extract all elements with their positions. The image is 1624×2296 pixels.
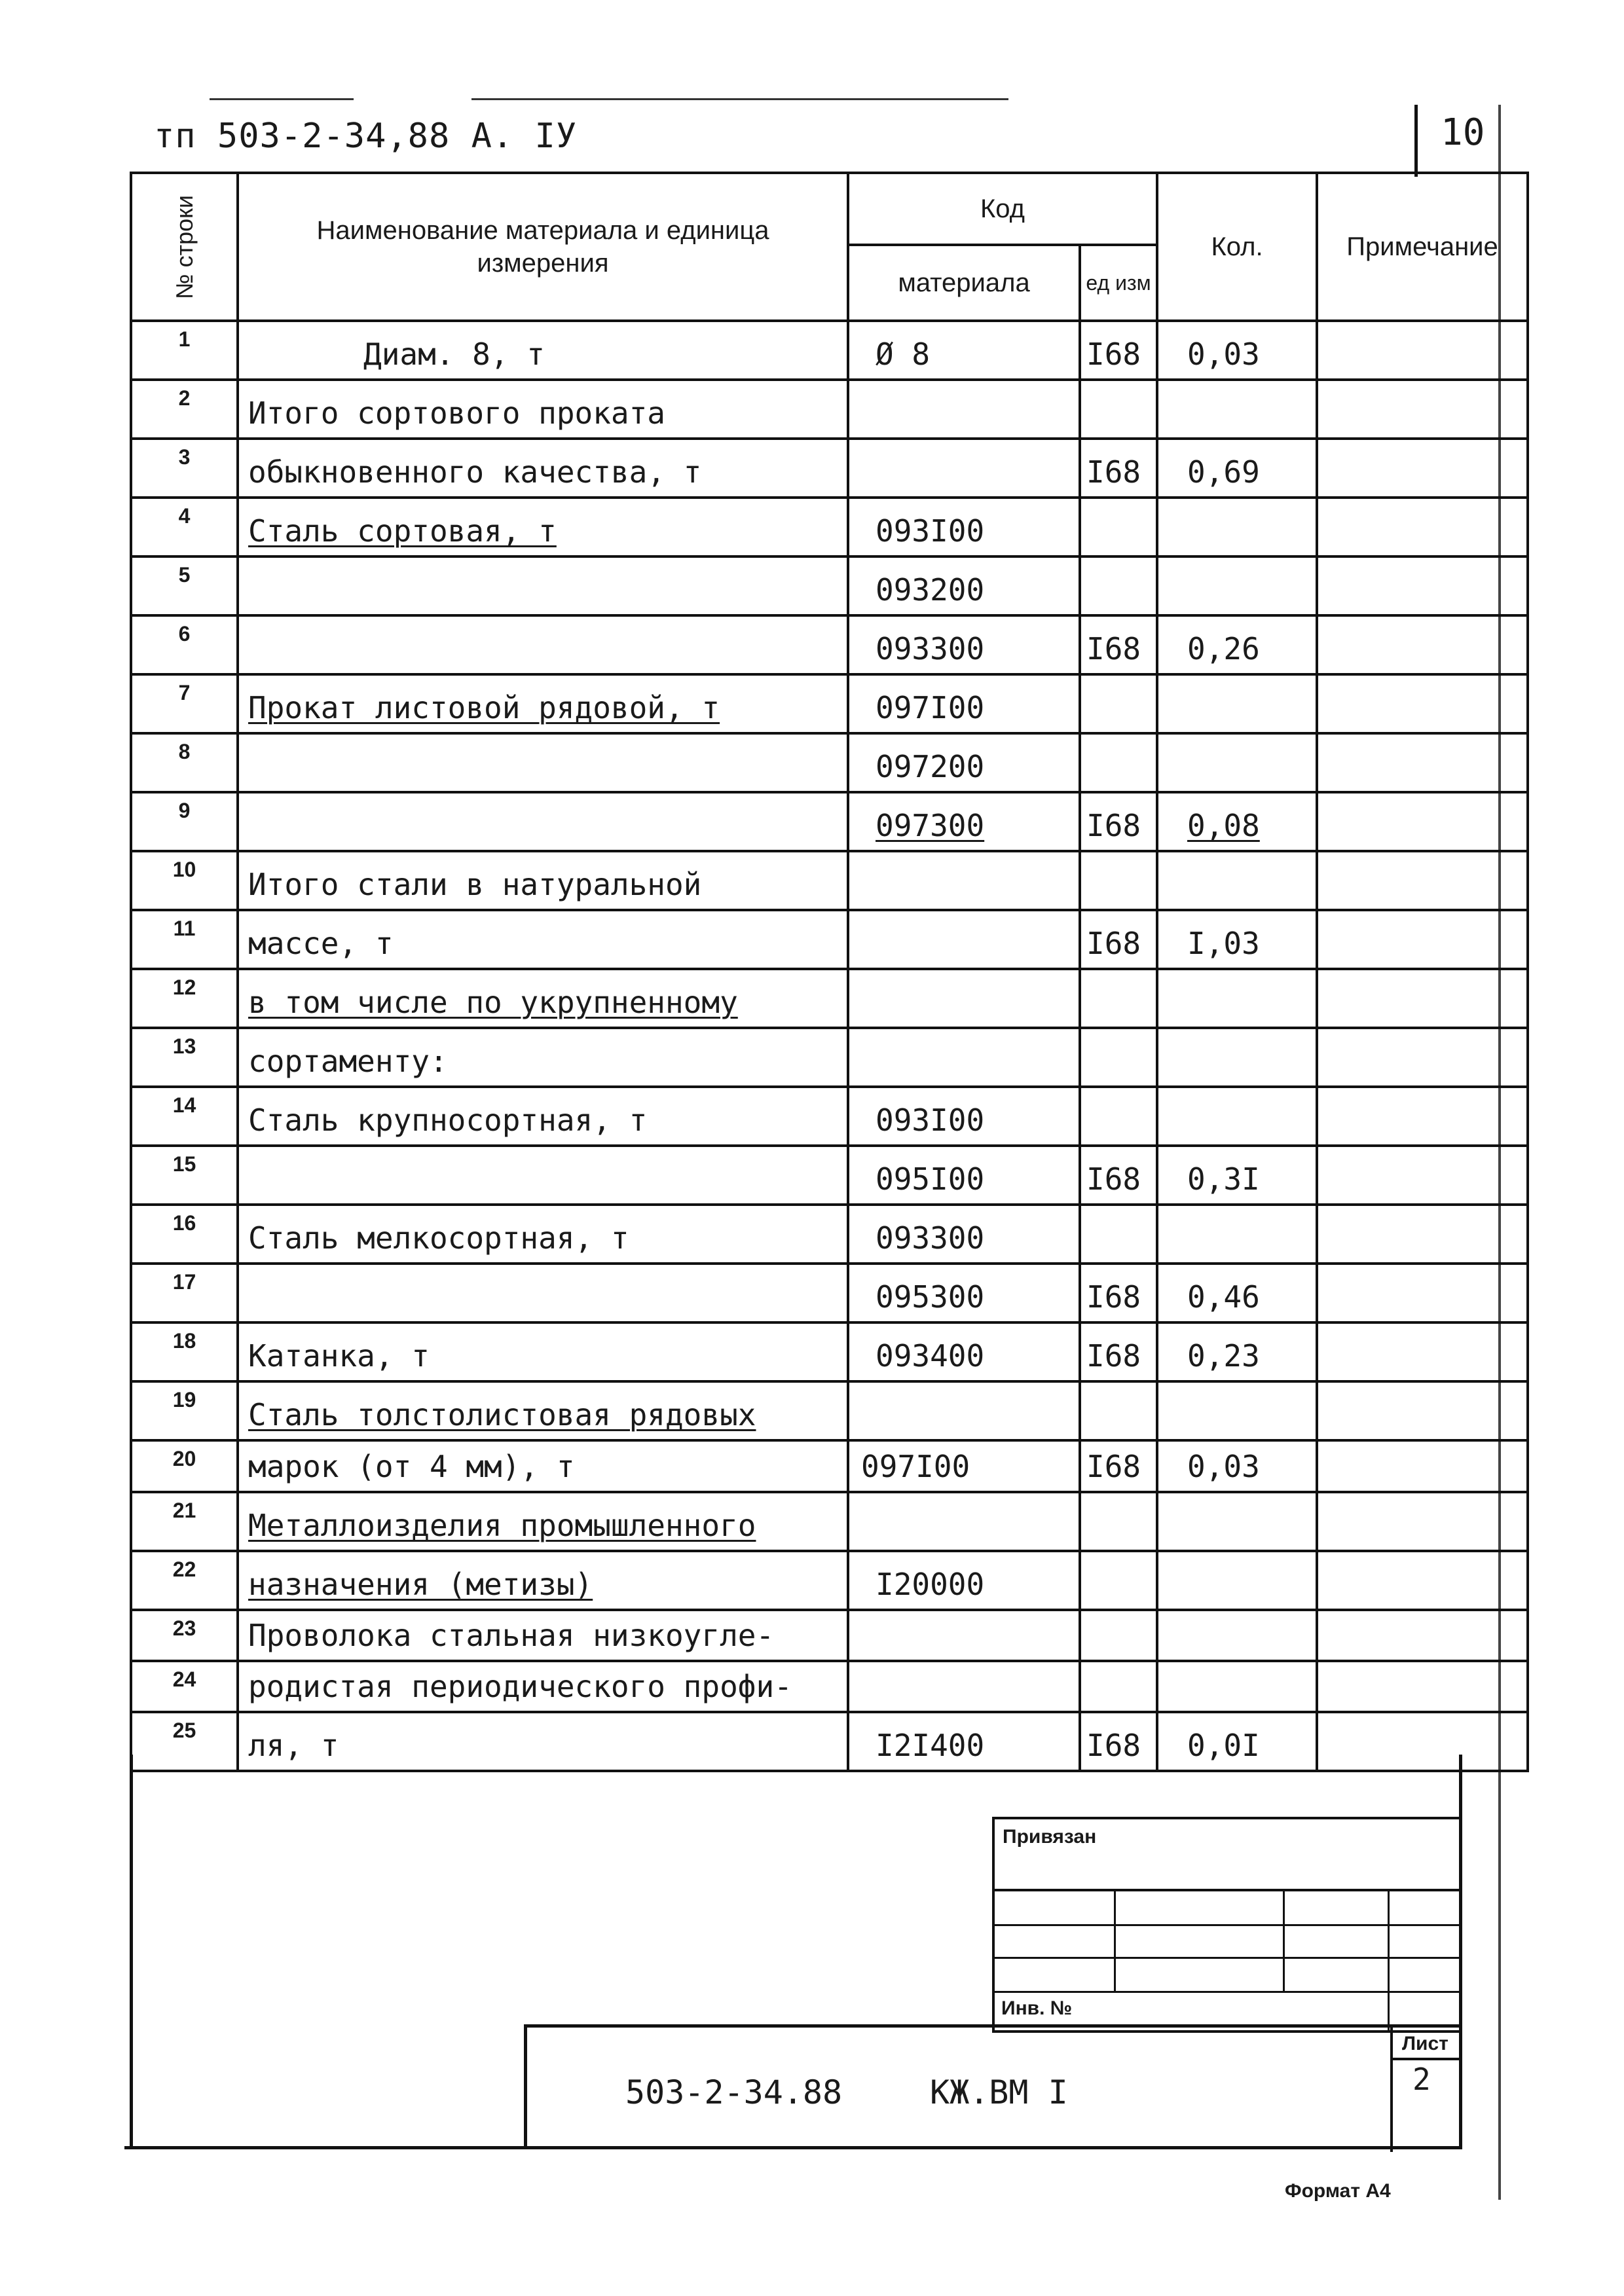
table-row: [131, 380, 1528, 439]
table-row: [131, 1610, 1528, 1661]
note-cell: [1317, 1661, 1528, 1712]
header-row-number: № строки: [131, 173, 238, 321]
material-name: [238, 556, 848, 615]
quantity: [1157, 498, 1317, 556]
quantity: I,03: [1157, 910, 1317, 969]
sheet-code: КЖ.ВМ I: [930, 2073, 1068, 2111]
material-name: Сталь сортовая, т: [238, 498, 848, 556]
row-number: 17: [131, 1264, 238, 1322]
table-row: [131, 1492, 1528, 1551]
table-row: [131, 1205, 1528, 1264]
row-number: 7: [131, 674, 238, 733]
unit-code: [1080, 1492, 1157, 1551]
quantity: 0,26: [1157, 615, 1317, 674]
material-name: Катанка, т: [238, 1322, 848, 1381]
table-row: [131, 321, 1528, 380]
quantity: [1157, 851, 1317, 910]
table-row: [131, 1381, 1528, 1440]
row-number: 6: [131, 615, 238, 674]
unit-code: [1080, 969, 1157, 1028]
material-name: Сталь толстолистовая рядовых: [238, 1381, 848, 1440]
unit-code: [1080, 674, 1157, 733]
sheet-box-divider: [1390, 2058, 1462, 2060]
material-code: [848, 380, 1080, 439]
material-name: Проволока стальная низкоугле-: [238, 1610, 848, 1661]
material-name: родистая периодического профи-: [238, 1661, 848, 1712]
note-cell: [1317, 733, 1528, 792]
stamp-divider: [995, 1889, 1462, 1891]
quantity: 0,03: [1157, 321, 1317, 380]
unit-code: I68: [1080, 792, 1157, 851]
note-cell: [1317, 969, 1528, 1028]
material-name: массе, т: [238, 910, 848, 969]
quantity: [1157, 1028, 1317, 1087]
row-number: 8: [131, 733, 238, 792]
unit-code: I68: [1080, 910, 1157, 969]
note-cell: [1317, 1264, 1528, 1322]
row-number: 24: [131, 1661, 238, 1712]
row-number: 10: [131, 851, 238, 910]
unit-code: [1080, 1661, 1157, 1712]
material-name: обыкновенного качества, т: [238, 439, 848, 498]
quantity: 0,0I: [1157, 1712, 1317, 1771]
unit-code: [1080, 1381, 1157, 1440]
note-cell: [1317, 1551, 1528, 1610]
row-number: 14: [131, 1087, 238, 1146]
material-code: Ø 8: [848, 321, 1080, 380]
row-number: 4: [131, 498, 238, 556]
row-number: 13: [131, 1028, 238, 1087]
row-number: 16: [131, 1205, 238, 1264]
material-code: 093I00: [848, 1087, 1080, 1146]
header-material-name: Наименование материала и единица измерения: [238, 173, 848, 321]
unit-code: I68: [1080, 615, 1157, 674]
material-code: I2I400: [848, 1712, 1080, 1771]
row-number: 9: [131, 792, 238, 851]
material-name: назначения (метизы): [238, 1551, 848, 1610]
note-cell: [1317, 1440, 1528, 1492]
material-code: [848, 910, 1080, 969]
note-cell: [1317, 674, 1528, 733]
note-cell: [1317, 498, 1528, 556]
material-name: [238, 1146, 848, 1205]
row-number: 25: [131, 1712, 238, 1771]
material-code: [848, 969, 1080, 1028]
table-row: [131, 1440, 1528, 1492]
quantity: 0,69: [1157, 439, 1317, 498]
table-row: [131, 733, 1528, 792]
material-code: 093200: [848, 556, 1080, 615]
unit-code: [1080, 1610, 1157, 1661]
header-divider: [1414, 105, 1418, 177]
quantity: 0,46: [1157, 1264, 1317, 1322]
note-cell: [1317, 556, 1528, 615]
material-code: 097I00: [848, 1440, 1080, 1492]
scan-line: [210, 98, 354, 100]
quantity: [1157, 380, 1317, 439]
header-material-code: материала: [848, 245, 1080, 321]
note-cell: [1317, 910, 1528, 969]
table-row: [131, 1322, 1528, 1381]
material-name: ля, т: [238, 1712, 848, 1771]
stamp-col-divider: [1283, 1889, 1285, 1991]
frame-right-border: [1459, 1755, 1462, 2147]
table-row: [131, 674, 1528, 733]
scan-line: [471, 98, 1008, 100]
quantity: [1157, 1381, 1317, 1440]
note-cell: [1317, 1712, 1528, 1771]
material-name: марок (от 4 мм), т: [238, 1440, 848, 1492]
unit-code: [1080, 1205, 1157, 1264]
row-number: 5: [131, 556, 238, 615]
sheet-box-divider: [1390, 2028, 1393, 2152]
quantity: [1157, 969, 1317, 1028]
table-row: [131, 498, 1528, 556]
note-cell: [1317, 1028, 1528, 1087]
table-row: [131, 1551, 1528, 1610]
stamp-divider: [995, 1991, 1462, 1993]
unit-code: I68: [1080, 1146, 1157, 1205]
header-quantity: Кол.: [1157, 173, 1317, 321]
note-cell: [1317, 1492, 1528, 1551]
sheet-label: Лист: [1402, 2033, 1449, 2054]
material-code: 097I00: [848, 674, 1080, 733]
material-code: [848, 1028, 1080, 1087]
stamp-col-divider: [1114, 1889, 1116, 1991]
material-name: [238, 1264, 848, 1322]
material-code: 097200: [848, 733, 1080, 792]
header-code: Код: [848, 173, 1157, 245]
row-number: 18: [131, 1322, 238, 1381]
unit-code: I68: [1080, 1322, 1157, 1381]
table-row: [131, 1146, 1528, 1205]
row-number: 2: [131, 380, 238, 439]
unit-code: [1080, 380, 1157, 439]
stamp-divider: [995, 1924, 1462, 1926]
quantity: [1157, 1492, 1317, 1551]
unit-code: I68: [1080, 439, 1157, 498]
material-code: 097300: [848, 792, 1080, 851]
paper-format-label: Формат А4: [1285, 2180, 1391, 2202]
material-code: [848, 439, 1080, 498]
frame-left-border: [130, 1755, 133, 2147]
note-cell: [1317, 615, 1528, 674]
row-number: 19: [131, 1381, 238, 1440]
header-unit-code: ед изм: [1080, 245, 1157, 321]
material-name: Итого сортового проката: [238, 380, 848, 439]
note-cell: [1317, 1381, 1528, 1440]
material-name: Сталь мелкосортная, т: [238, 1205, 848, 1264]
quantity: [1157, 1610, 1317, 1661]
unit-code: I68: [1080, 1440, 1157, 1492]
material-name: Металлоизделия промышленного: [238, 1492, 848, 1551]
note-cell: [1317, 851, 1528, 910]
row-number: 15: [131, 1146, 238, 1205]
unit-code: [1080, 851, 1157, 910]
note-cell: [1317, 1610, 1528, 1661]
quantity: 0,08: [1157, 792, 1317, 851]
quantity: 0,23: [1157, 1322, 1317, 1381]
note-cell: [1317, 439, 1528, 498]
table-row: [131, 1712, 1528, 1771]
row-number: 3: [131, 439, 238, 498]
quantity: 0,3I: [1157, 1146, 1317, 1205]
unit-code: [1080, 556, 1157, 615]
material-name: Итого стали в натуральной: [238, 851, 848, 910]
table-row: [131, 1661, 1528, 1712]
sheet-value: 2: [1412, 2062, 1431, 2097]
material-name: [238, 733, 848, 792]
quantity: [1157, 1551, 1317, 1610]
document-header-title: тп 503-2-34,88 А. IУ: [154, 117, 578, 156]
stamp-col-divider: [1388, 1889, 1390, 2033]
table-row: [131, 615, 1528, 674]
material-code: [848, 851, 1080, 910]
row-number: 11: [131, 910, 238, 969]
unit-code: I68: [1080, 1264, 1157, 1322]
material-code: [848, 1661, 1080, 1712]
inventory-number-label: Инв. №: [1001, 1997, 1073, 2019]
unit-code: [1080, 1551, 1157, 1610]
material-code: 093300: [848, 615, 1080, 674]
unit-code: [1080, 498, 1157, 556]
material-code: 093400: [848, 1322, 1080, 1381]
material-code: I20000: [848, 1551, 1080, 1610]
title-block: [524, 2024, 1459, 2149]
row-number: 22: [131, 1551, 238, 1610]
table-row: [131, 1264, 1528, 1322]
materials-table: [130, 172, 1529, 1772]
quantity: 0,03: [1157, 1440, 1317, 1492]
material-name: Диам. 8, т: [238, 321, 848, 380]
quantity: [1157, 1205, 1317, 1264]
material-name: в том числе по укрупненному: [238, 969, 848, 1028]
sheet-number: 10: [1441, 111, 1485, 154]
linked-label: Привязан: [1003, 1826, 1097, 1848]
material-code: 095300: [848, 1264, 1080, 1322]
row-number: 1: [131, 321, 238, 380]
linked-stamp: [992, 1817, 1459, 2033]
unit-code: I68: [1080, 1712, 1157, 1771]
table-row: [131, 439, 1528, 498]
table-row: [131, 1087, 1528, 1146]
material-code: 093300: [848, 1205, 1080, 1264]
material-name: [238, 792, 848, 851]
material-name: Прокат листовой рядовой, т: [238, 674, 848, 733]
document-code: 503-2-34.88: [625, 2073, 843, 2111]
note-cell: [1317, 1205, 1528, 1264]
quantity: [1157, 556, 1317, 615]
material-code: [848, 1610, 1080, 1661]
note-cell: [1317, 321, 1528, 380]
quantity: [1157, 674, 1317, 733]
header-note: Примечание: [1317, 173, 1528, 321]
quantity: [1157, 733, 1317, 792]
material-name: Сталь крупносортная, т: [238, 1087, 848, 1146]
note-cell: [1317, 1146, 1528, 1205]
row-number: 12: [131, 969, 238, 1028]
note-cell: [1317, 380, 1528, 439]
note-cell: [1317, 1087, 1528, 1146]
row-number: 20: [131, 1440, 238, 1492]
row-number: 23: [131, 1610, 238, 1661]
quantity: [1157, 1087, 1317, 1146]
quantity: [1157, 1661, 1317, 1712]
note-cell: [1317, 1322, 1528, 1381]
unit-code: I68: [1080, 321, 1157, 380]
table-row: [131, 851, 1528, 910]
unit-code: [1080, 1087, 1157, 1146]
table-row: [131, 556, 1528, 615]
unit-code: [1080, 733, 1157, 792]
stamp-divider: [995, 1957, 1462, 1959]
table-row: [131, 1028, 1528, 1087]
material-name: сортаменту:: [238, 1028, 848, 1087]
material-code: 095I00: [848, 1146, 1080, 1205]
row-number: 21: [131, 1492, 238, 1551]
table-row: [131, 910, 1528, 969]
table-row: [131, 792, 1528, 851]
material-code: 093I00: [848, 498, 1080, 556]
unit-code: [1080, 1028, 1157, 1087]
note-cell: [1317, 792, 1528, 851]
material-code: [848, 1492, 1080, 1551]
table-row: [131, 969, 1528, 1028]
material-code: [848, 1381, 1080, 1440]
material-name: [238, 615, 848, 674]
